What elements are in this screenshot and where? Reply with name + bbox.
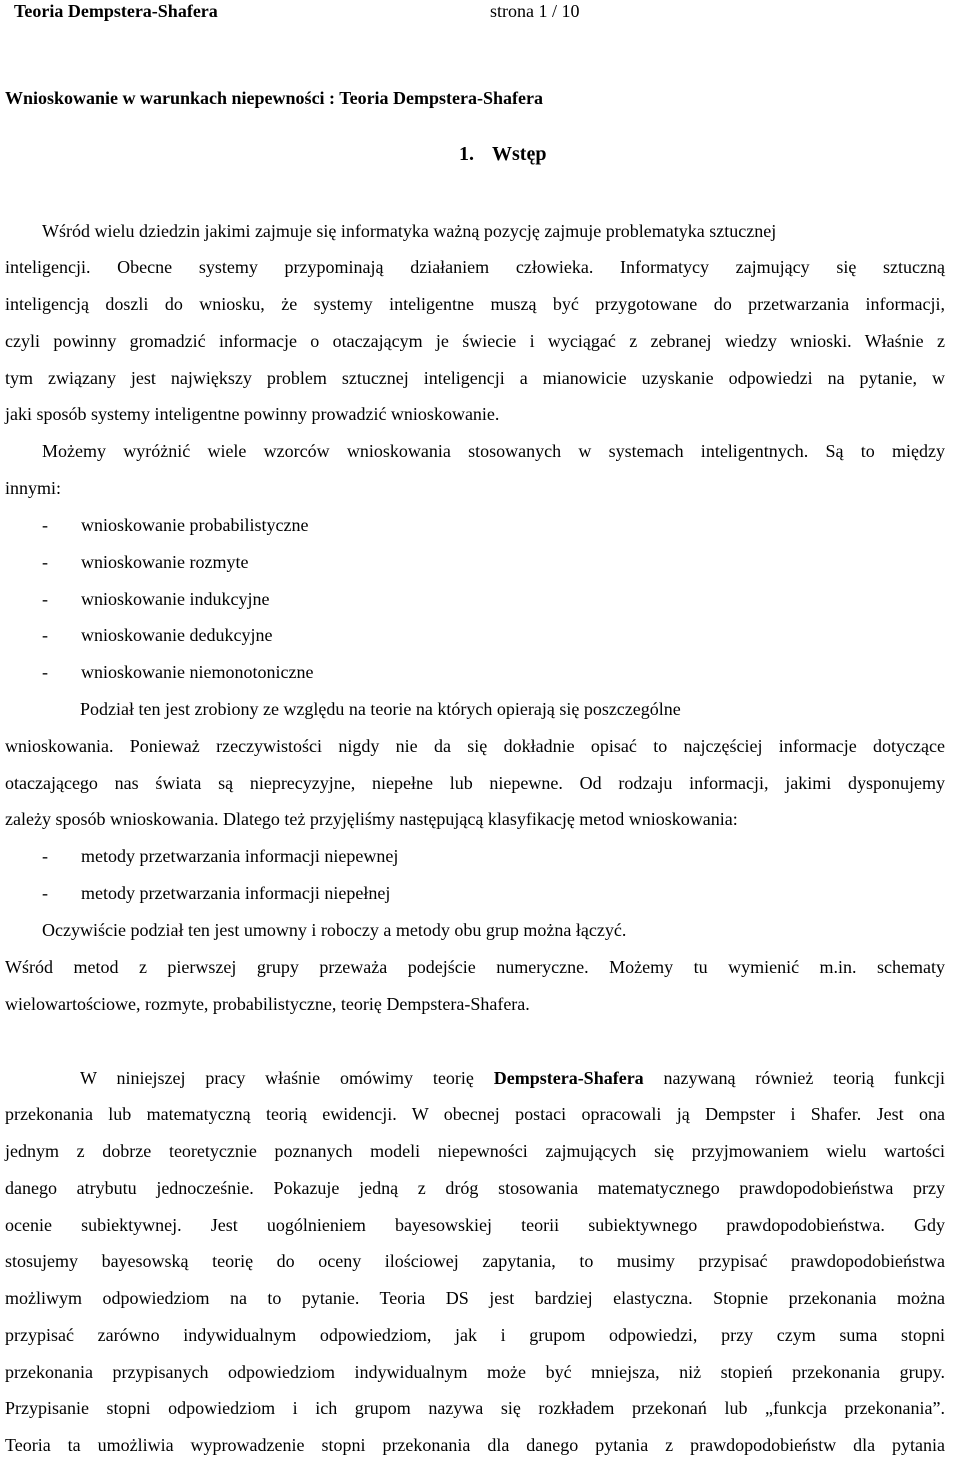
paragraph-line: wnioskowania. Ponieważ rzeczywistości nigdy nie da się dokładnie opisać to najczęściej informacje dotyczące	[5, 736, 945, 756]
list-dash: -	[42, 883, 48, 903]
paragraph-line: Teoria ta umożliwia wyprowadzenie stopni przekonania dla danego pytania z prawdopodobieństw dla pytania	[5, 1435, 945, 1455]
list-dash: -	[42, 589, 48, 609]
ds-intro-text-after: nazywaną również teorią funkcji	[643, 1068, 946, 1088]
document-title: Wnioskowanie w warunkach niepewności : Teoria Dempstera-Shafera	[5, 88, 544, 108]
list-item-text: wnioskowanie indukcyjne	[81, 589, 270, 609]
paragraph-line: otaczającego nas świata są nieprecyzyjne, niepełne lub niepewne. Od rodzaju informacji, jakimi dysponujemy	[5, 773, 945, 793]
paragraph-line: przypisać zarówno indywidualnym odpowiedziom, jak i grupom odpowiedzi, przy czym suma stopni	[5, 1325, 945, 1345]
page-indicator: strona 1 / 10	[490, 1, 580, 21]
paragraph-line	[80, 1067, 945, 1089]
paragraph-line: innymi:	[5, 478, 62, 498]
paragraph-line: Wśród wielu dziedzin jakimi zajmuje się informatyka ważną pozycję zajmuje problematyka sztucznej	[42, 221, 777, 241]
paragraph-line: czyli powinny gromadzić informacje o otaczającym je świecie i wyciągać z zebranej wiedzy wnioski. Właśnie z	[5, 331, 945, 351]
list-item-text: wnioskowanie dedukcyjne	[81, 625, 273, 645]
paragraph-line: danego atrybutu jednocześnie. Pokazuje jedną z dróg stosowania matematycznego prawdopodobieństwa przy	[5, 1178, 945, 1198]
paragraph-line: wielowartościowe, rozmyte, probabilistyczne, teorię Dempstera-Shafera.	[5, 994, 530, 1014]
paragraph-line: zależy sposób wnioskowania. Dlatego też przyjęliśmy następującą klasyfikację metod wnioskowania:	[5, 809, 738, 829]
paragraph-line: jednym z dobrze teoretycznie poznanych modeli niepewności zajmujących się przyjmowaniem wielu wartości	[5, 1141, 945, 1161]
list-dash: -	[42, 662, 48, 682]
running-header-title: Teoria Dempstera-Shafera	[14, 1, 218, 21]
list-dash: -	[42, 552, 48, 572]
list-dash: -	[42, 625, 48, 645]
list-dash: -	[42, 515, 48, 535]
ds-theory-name: Dempstera-Shafera	[493, 1068, 644, 1088]
ds-intro-text: W niniejszej pracy właśnie omówimy teorię	[80, 1068, 494, 1088]
section-number: 1.	[459, 143, 474, 165]
paragraph-line: inteligencji. Obecne systemy przypominają działaniem człowieka. Informatycy zajmujący się sztuczną	[5, 257, 945, 277]
section-title: Wstęp	[492, 143, 547, 165]
paragraph-line: Przypisanie stopni odpowiedziom i ich grupom nazywa się rozkładem przekonań lub „funkcja przekonania”.	[5, 1398, 945, 1418]
paragraph-line: Oczywiście podział ten jest umowny i roboczy a metody obu grup można łączyć.	[42, 920, 627, 940]
paragraph-line: Wśród metod z pierwszej grupy przeważa podejście numeryczne. Możemy tu wymienić m.in. schematy	[5, 957, 945, 977]
paragraph-line: Możemy wyróżnić wiele wzorców wnioskowania stosowanych w systemach inteligentnych. Są to między	[42, 441, 945, 461]
paragraph-line: inteligencją doszli do wniosku, że systemy inteligentne muszą być przygotowane do przetwarzania informacji,	[5, 294, 945, 314]
paragraph-line: Podział ten jest zrobiony ze względu na teorie na których opierają się poszczególne	[80, 699, 681, 719]
list-item-text: wnioskowanie rozmyte	[81, 552, 249, 572]
paragraph-line: przekonania przypisanych odpowiedziom indywidualnym może być mniejsza, niż stopień przekonania grupy.	[5, 1362, 945, 1382]
paragraph-line: możliwym odpowiedziom na to pytanie. Teoria DS jest bardziej elastyczna. Stopnie przekonania można	[5, 1288, 945, 1308]
paragraph-line: przekonania lub matematyczną teorią ewidencji. W obecnej postaci opracowali ją Dempster i Shafer. Jest ona	[5, 1104, 945, 1124]
list-item-text: metody przetwarzania informacji niepełnej	[81, 883, 391, 903]
paragraph-line: jaki sposób systemy inteligentne powinny prowadzić wnioskowanie.	[5, 404, 500, 424]
paragraph-line: ocenie subiektywnej. Jest uogólnieniem bayesowskiej teorii subiektywnego prawdopodobieństwa. Gdy	[5, 1215, 945, 1235]
section-heading	[459, 143, 546, 166]
list-item-text: wnioskowanie probabilistyczne	[81, 515, 309, 535]
list-dash: -	[42, 846, 48, 866]
list-item-text: metody przetwarzania informacji niepewnej	[81, 846, 399, 866]
list-item-text: wnioskowanie niemonotoniczne	[81, 662, 314, 682]
paragraph-line: stosujemy bayesowską teorię do oceny ilościowej zapytania, to musimy przypisać prawdopodobieństwa	[5, 1251, 945, 1271]
paragraph-line: tym związany jest największy problem sztucznej inteligencji a mianowicie uzyskanie odpowiedzi na pytanie, w	[5, 368, 945, 388]
